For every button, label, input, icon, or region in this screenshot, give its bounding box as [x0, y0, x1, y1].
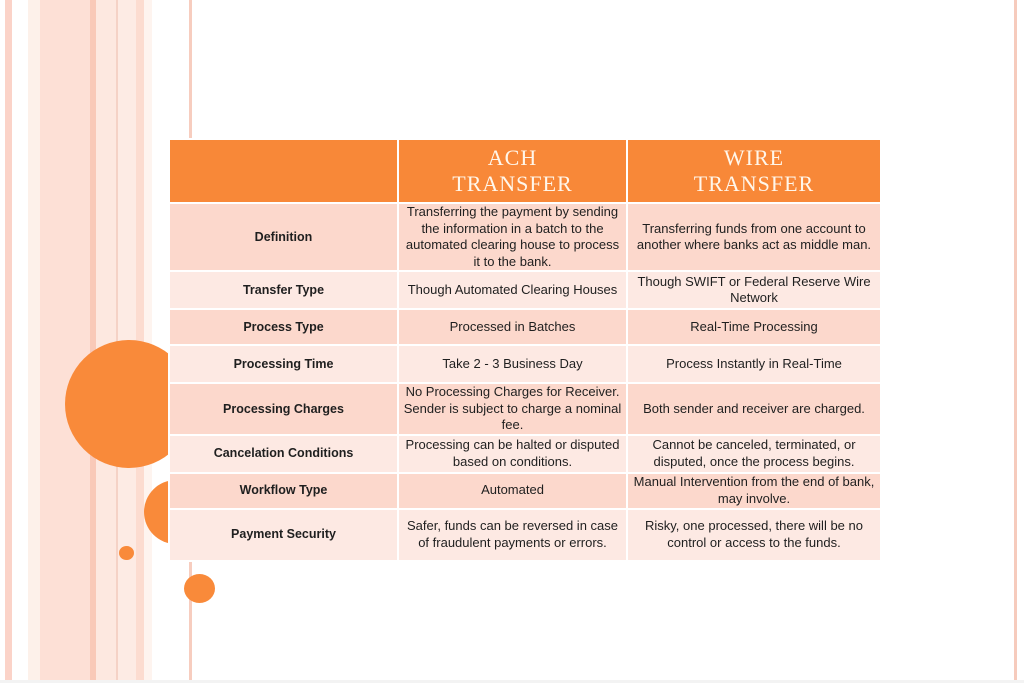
ach-cell: No Processing Charges for Receiver. Sender is subject to charge a nominal fee.	[398, 383, 627, 435]
wire-cell: Though SWIFT or Federal Reserve Wire Network	[627, 271, 881, 309]
table-row	[169, 473, 881, 509]
wire-cell: Real-Time Processing	[627, 309, 881, 345]
row-label: Payment Security	[169, 509, 398, 561]
wire-cell: Transferring funds from one account to another where banks act as middle man.	[627, 203, 881, 271]
table-row	[169, 509, 881, 561]
ach-cell: Though Automated Clearing Houses	[398, 271, 627, 309]
stripe	[12, 0, 28, 683]
wire-cell: Manual Intervention from the end of bank, may involve.	[627, 473, 881, 509]
row-label: Process Type	[169, 309, 398, 345]
ach-cell: Take 2 - 3 Business Day	[398, 345, 627, 383]
comparison-table	[168, 138, 882, 562]
row-label: Cancelation Conditions	[169, 435, 398, 473]
header-wire-line1: WIRE	[723, 145, 785, 170]
wire-cell: Both sender and receiver are charged.	[627, 383, 881, 435]
stripe	[28, 0, 40, 683]
header-wire	[627, 139, 881, 203]
header-ach	[398, 139, 627, 203]
table-row	[169, 383, 881, 435]
table-row	[169, 271, 881, 309]
header-ach-line2: TRANSFER	[452, 171, 573, 196]
row-label: Processing Time	[169, 345, 398, 383]
stripe	[5, 0, 12, 683]
stripe	[40, 0, 90, 683]
ach-cell: Processing can be halted or disputed based on conditions.	[398, 435, 627, 473]
row-label: Workflow Type	[169, 473, 398, 509]
ach-cell: Processed in Batches	[398, 309, 627, 345]
table-row	[169, 309, 881, 345]
wire-cell: Risky, one processed, there will be no control or access to the funds.	[627, 509, 881, 561]
small-circle-decoration	[119, 546, 134, 560]
small-circle-decoration	[184, 574, 215, 603]
ach-cell: Safer, funds can be reversed in case of fraudulent payments or errors.	[398, 509, 627, 561]
ach-cell: Automated	[398, 473, 627, 509]
header-wire-line2: TRANSFER	[693, 171, 815, 196]
header-empty-cell	[169, 139, 398, 203]
row-label: Definition	[169, 203, 398, 271]
table-row	[169, 203, 881, 271]
row-label: Processing Charges	[169, 383, 398, 435]
wire-cell: Process Instantly in Real-Time	[627, 345, 881, 383]
row-label: Transfer Type	[169, 271, 398, 309]
table-header-row	[169, 139, 881, 203]
table-row	[169, 345, 881, 383]
header-ach-line1: ACH	[487, 145, 538, 170]
ach-cell: Transferring the payment by sending the information in a batch to the automated clearing house to process it to the bank.	[398, 203, 627, 271]
right-border-line	[1014, 0, 1017, 683]
wire-cell: Cannot be canceled, terminated, or disputed, once the process begins.	[627, 435, 881, 473]
table-row	[169, 435, 881, 473]
